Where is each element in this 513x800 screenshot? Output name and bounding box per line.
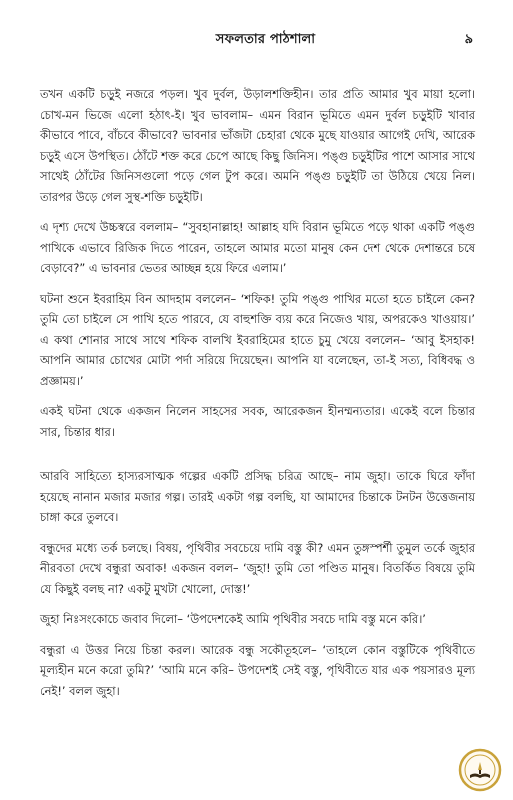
- page-header: [58, 30, 473, 50]
- publisher-logo-icon: [458, 748, 502, 792]
- paragraph: ঘটনা শুনে ইবরাহিম বিন আদহাম বললেন– ‘শফিক! তুমি পঙ্গু পাখির মতো হতে চাইলে কেন? তুমি তো চাইলে সে পাখি হতে পারবে, যে বাহুশক্তি ব্যয় করে নিজেও খায়, অপরকেও খাওয়ায়।’ এ কথা শোনার সাথে সাথে শফিক বালখি ইবরাহিমের হাতে চুমু খেয়ে বললেন– ‘আবু ইসহাক! আপনি আমার চোখের মোটা পর্দা সরিয়ে দিয়েছেন। আপনি যা বলেছেন, তা-ই সত্য, বিধিবদ্ধ ও প্রজ্ঞাময়।’: [40, 291, 475, 388]
- paragraph: আরবি সাহিত্যে হাস্যরসাত্মক গল্পের একটি প্রসিদ্ধ চরিত্র আছে– নাম জুহা। তাকে ঘিরে ফাঁদা হয়েছে নানান মজার মজার গল্প। তারই একটা গল্প বলছি, যা আমাদের চিন্তাকে টনটন উত্তেজনায় চাঙ্গা করে তুলবে।: [40, 469, 475, 524]
- paragraph: একই ঘটনা থেকে একজন নিলেন সাহসের সবক, আরেকজন হীনম্মন্যতার। একেই বলে চিন্তার সার, চিন্তার ধার।: [40, 404, 475, 439]
- paragraph: জুহা নিঃসংকোচে জবাব দিলো– ‘উপদেশকেই আমি পৃথিবীর সবচে দামি বস্তু মনে করি।’: [40, 612, 426, 626]
- page-number: ৯: [464, 32, 473, 47]
- paragraph: তখন একটি চড়ুই নজরে পড়ল। খুব দুর্বল, উড়ালশক্তিহীন। তার প্রতি আমার খুব মায়া হলো। চোখ-মন ভিজে এলো হঠাৎ-ই। খুব ভাবলাম– এমন বিরান ভূমিতে এমন দুর্বল চড়ুইটি খাবার কীভাবে পাবে, বাঁচবে কীভাবে? ভাবনার ভাঁজটা চেহারা থেকে মুছে যাওয়ার আগেই দেখি, আরেক চড়ুই এসে উপস্থিত। ঠোঁটে শক্ত করে চেপে আছে কিছু জিনিস। পঙ্গু চড়ুইটির পাশে আসার সাথে সাথেই ঠোঁটের জিনিসগুলো পড়ে গেল টুপ করে। অমনি পঙ্গু চড়ুইটি তা উঠিয়ে খেয়ে নিল। তারপর উড়ে গেল সুস্থ-শক্তি চড়ুইটি।: [40, 87, 475, 204]
- paragraph: এ দৃশ্য দেখে উচ্চস্বরে বললাম– “সুবহানাল্লাহ! আল্লাহ যদি বিরান ভূমিতে পড়ে থাকা একটি পঙ্গু পাখিকে এভাবে রিজিক দিতে পারেন, তাহলে আমার মতো মানুষ কেন দেশ থেকে দেশান্তরে চষে বেড়াবে?” এ ভাবনার ভেতর আচ্ছন্ন হয়ে ফিরে এলাম।’: [40, 220, 475, 275]
- body-text: [40, 84, 475, 711]
- paragraph: বন্ধুদের মধ্যে তর্ক চলছে। বিষয়, পৃথিবীর সবচেয়ে দামি বস্তু কী? এমন তুঙ্গস্পর্শী তুমুল তর্কে জুহার নীরবতা দেখে বন্ধুরা অবাক! একজন বলল– ‘জুহা! তুমি তো পণ্ডিত মানুষ। বিতর্কিত বিষয়ে তুমি যে কিছুই বলছ না? একটু মুখটা খোলো, দোস্ত!’: [40, 540, 475, 596]
- running-title: সফলতার পাঠশালা: [215, 32, 316, 47]
- paragraph: বন্ধুরা এ উত্তর নিয়ে চিন্তা করল। আরেক বন্ধু সকৌতূহলে– ‘তাহলে কোন বস্তুটিকে পৃথিবীতে মূল্যহীন মনে করো তুমি?’ ‘আমি মনে করি– উপদেশই সেই বস্তু, পৃথিবীতে যার এক পয়সারও মূল্য নেই!’ বলল জুহা।: [40, 642, 475, 698]
